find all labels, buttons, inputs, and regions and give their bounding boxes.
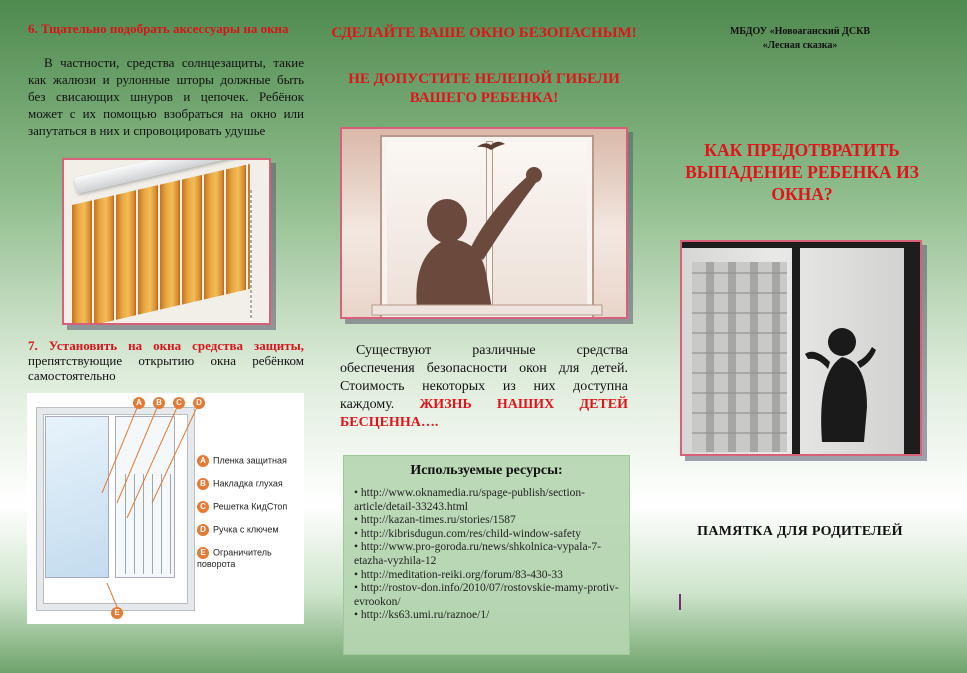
panel-left [22, 0, 306, 673]
resources-box [343, 455, 630, 655]
headline-dont-allow: НЕ ДОПУСТИТЕ НЕЛЕПОЙ ГИБЕЛИ ВАШЕГО РЕБЕНКА! [348, 71, 620, 106]
item6-text: В частности, средства солнцезащиты, такие как жалюзи и рулонные шторы должные быть без свисающих шнуров и цепочек. Ребёнок может с их помощью взобраться на окно или запутаться в них и спровоцировать удушье [28, 55, 304, 138]
brochure-title: КАК ПРЕДОТВРАТИТЬ ВЫПАДЕНИЕ РЕБЕНКА ИЗ ОКНА? [685, 140, 919, 204]
safety-paragraph [340, 342, 628, 432]
panel-middle [330, 0, 638, 673]
text-cursor [679, 594, 681, 610]
item7-text: препятствующие открытию окна ребёнком самостоятельно [28, 353, 304, 383]
callout-b: B [153, 397, 165, 409]
child-at-window-photo [340, 127, 628, 319]
legend-item: E Ограничитель поворота [197, 547, 272, 569]
blinds-photo [62, 158, 271, 325]
callout-d: D [193, 397, 205, 409]
callout-e: E [111, 607, 123, 619]
legend-item: A Пленка защитная [197, 455, 287, 467]
resources-title: Используемые ресурсы: [410, 463, 563, 478]
panel-right [655, 0, 945, 673]
resource-link[interactable]: • http://ks63.umi.ru/raznoe/1/ [354, 609, 629, 623]
resource-link[interactable]: • http://kazan-times.ru/stories/1587 [354, 514, 629, 528]
item6-heading: 6. Тщательно подобрать аксессуары на окна [28, 21, 289, 36]
safety-body: Существуют различные средства обеспечения безопасности окон для детей. Стоимость некоторых из них доступна каждому. [340, 343, 628, 412]
resource-link[interactable]: • http://www.oknamedia.ru/spage-publish/section-article/detail-33243.html [354, 487, 629, 514]
resources-list [344, 487, 629, 623]
memo-for-parents: ПАМЯТКА ДЛЯ РОДИТЕЛЕЙ [697, 524, 903, 539]
child-silhouette-photo [680, 240, 922, 456]
org-line2: «Лесная сказка» [762, 40, 838, 51]
item7-block [28, 338, 304, 383]
legend-item: B Накладка глухая [197, 478, 283, 490]
legend-item: D Ручка с ключем [197, 524, 279, 536]
organization-name [655, 25, 945, 53]
org-line1: МБДОУ «Новоаганский ДСКВ [729, 26, 870, 37]
legend-item: C Решетка КидСтоп [197, 501, 287, 513]
resource-link[interactable]: • http://kibrisdugun.com/res/child-window-safety [354, 528, 629, 542]
safety-highlight: ЖИЗНЬ НАШИХ ДЕТЕЙ БЕСЦЕННА…. [340, 397, 628, 430]
callout-c: C [173, 397, 185, 409]
item7-heading: 7. Установить на окна средства защиты, [28, 338, 304, 353]
resource-link[interactable]: • http://rostov-don.info/2010/07/rostovskie-mamy-protiv-evrookon/ [354, 582, 629, 609]
headline-safe-window: СДЕЛАЙТЕ ВАШЕ ОКНО БЕЗОПАСНЫМ! [331, 25, 637, 41]
resource-link[interactable]: • http://www.pro-goroda.ru/news/shkolnica-vypala-7-etazha-vyzhila-12 [354, 541, 629, 568]
callout-a: A [133, 397, 145, 409]
window-protection-diagram [27, 393, 304, 624]
resource-link[interactable]: • http://meditation-reiki.org/forum/83-430-33 [354, 569, 629, 583]
